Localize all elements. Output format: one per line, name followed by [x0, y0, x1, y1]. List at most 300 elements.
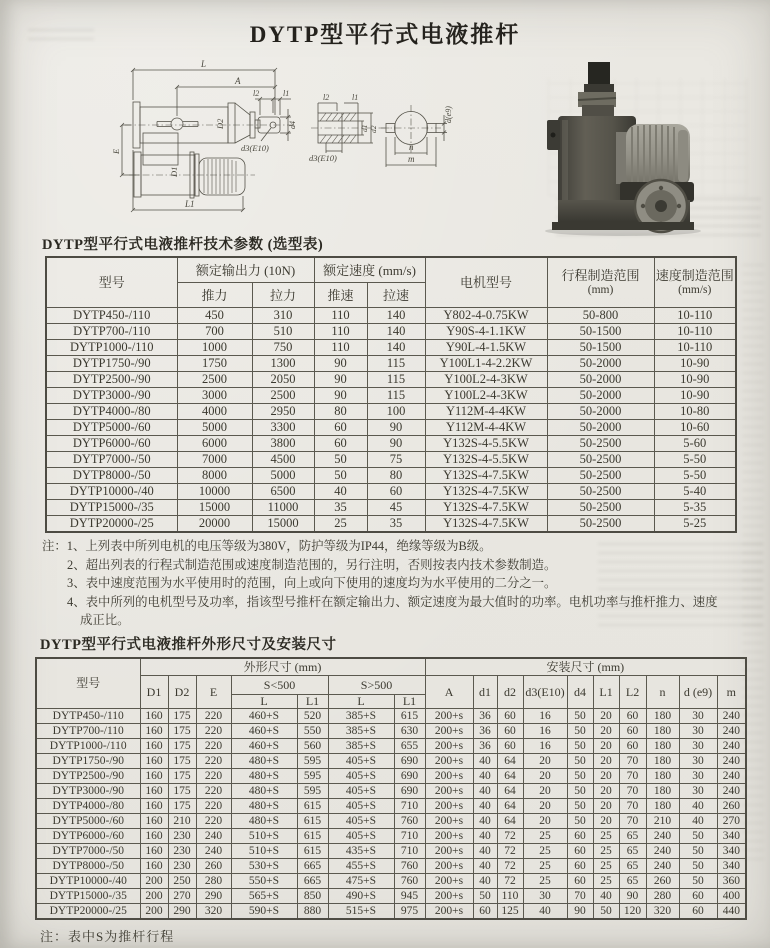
value-cell: Y112M-4-4KW	[425, 420, 547, 436]
value-cell: 2500	[252, 388, 314, 404]
value-cell: 40	[679, 799, 717, 814]
value-cell: 240	[646, 844, 679, 859]
value-cell: 35	[367, 516, 425, 533]
value-cell: 40	[473, 874, 497, 889]
table-row	[46, 500, 736, 516]
value-cell: 200+s	[425, 874, 473, 889]
value-cell: 20	[523, 784, 567, 799]
value-cell: 690	[394, 769, 425, 784]
col-header-de9: d (e9)	[679, 676, 717, 709]
value-cell: 175	[168, 739, 196, 754]
value-cell: 115	[367, 388, 425, 404]
value-cell: 175	[168, 754, 196, 769]
value-cell: 20	[523, 814, 567, 829]
table-row	[36, 739, 746, 754]
dim-label-n: n	[409, 142, 414, 152]
value-cell: 35	[314, 500, 367, 516]
model-cell: DYTP450-/110	[46, 308, 177, 324]
value-cell: 25	[523, 844, 567, 859]
value-cell: 20	[593, 754, 619, 769]
value-cell: 50-2500	[547, 452, 654, 468]
model-cell: DYTP4000-/80	[36, 799, 140, 814]
value-cell: 50	[567, 799, 593, 814]
value-cell: 50	[567, 724, 593, 739]
value-cell: 405+S	[328, 829, 394, 844]
value-cell: 210	[168, 814, 196, 829]
sec-label-d2: d2	[369, 125, 378, 133]
value-cell: 40	[593, 889, 619, 904]
value-cell: 25	[593, 844, 619, 859]
value-cell: 20	[593, 784, 619, 799]
value-cell: 710	[394, 844, 425, 859]
value-cell: 40	[473, 799, 497, 814]
value-cell: 250	[168, 874, 196, 889]
value-cell: 220	[196, 709, 231, 724]
value-cell: 60	[567, 874, 593, 889]
value-cell: 595	[297, 754, 328, 769]
value-cell: 70	[567, 889, 593, 904]
value-cell: 280	[196, 874, 231, 889]
value-cell: 520	[297, 709, 328, 724]
value-cell: 400	[717, 889, 746, 904]
value-cell: 70	[619, 784, 646, 799]
value-cell: 70	[619, 754, 646, 769]
dim-label-d4: d4	[288, 121, 297, 129]
value-cell: 25	[593, 859, 619, 874]
value-cell: 200+s	[425, 904, 473, 920]
table-row	[36, 904, 746, 920]
col-header-L1-lt: L1	[297, 695, 328, 709]
model-cell: DYTP3000-/90	[36, 784, 140, 799]
value-cell: 160	[140, 844, 168, 859]
table-row	[46, 324, 736, 340]
value-cell: 230	[168, 859, 196, 874]
value-cell: 690	[394, 784, 425, 799]
dim-label-L: L	[201, 59, 207, 69]
value-cell: 200	[140, 904, 168, 920]
col-header-L-gt: L	[328, 695, 394, 709]
value-cell: 160	[140, 814, 168, 829]
value-cell: 595	[297, 769, 328, 784]
value-cell: Y100L2-4-3KW	[425, 372, 547, 388]
value-cell: 90	[367, 420, 425, 436]
value-cell: 615	[297, 844, 328, 859]
value-cell: 460+S	[231, 709, 297, 724]
value-cell: 280	[646, 889, 679, 904]
col-header-L1-gt: L1	[394, 695, 425, 709]
model-cell: DYTP2500-/90	[36, 769, 140, 784]
value-cell: 210	[646, 814, 679, 829]
value-cell: 340	[717, 829, 746, 844]
value-cell: 5-35	[654, 500, 736, 516]
value-cell: 260	[196, 859, 231, 874]
value-cell: 50	[679, 844, 717, 859]
speed-range-unit: (mm/s)	[678, 283, 712, 296]
value-cell: 45	[367, 500, 425, 516]
value-cell: 220	[196, 739, 231, 754]
value-cell: 110	[314, 340, 367, 356]
value-cell: 7000	[177, 452, 252, 468]
value-cell: 64	[497, 769, 523, 784]
value-cell: 50-2000	[547, 356, 654, 372]
value-cell: 30	[523, 889, 567, 904]
table-row	[36, 754, 746, 769]
value-cell: 710	[394, 829, 425, 844]
value-cell: 50-2000	[547, 372, 654, 388]
value-cell: 50	[314, 452, 367, 468]
value-cell: 140	[367, 308, 425, 324]
value-cell: 25	[523, 829, 567, 844]
value-cell: 515+S	[328, 904, 394, 920]
value-cell: 10-110	[654, 324, 736, 340]
value-cell: 405+S	[328, 814, 394, 829]
table1-title: DYTP型平行式电液推杆技术参数 (选型表)	[42, 237, 324, 253]
value-cell: 100	[367, 404, 425, 420]
value-cell: 220	[196, 784, 231, 799]
value-cell: 25	[523, 874, 567, 889]
value-cell: 945	[394, 889, 425, 904]
value-cell: 975	[394, 904, 425, 920]
value-cell: 480+S	[231, 814, 297, 829]
col-header-rated-force: 额定输出力 (10N)	[177, 257, 314, 283]
value-cell: 180	[646, 739, 679, 754]
value-cell: 64	[497, 814, 523, 829]
col-header-L2: L2	[619, 676, 646, 709]
value-cell: 50	[679, 874, 717, 889]
value-cell: 665	[297, 874, 328, 889]
value-cell: 475+S	[328, 874, 394, 889]
value-cell: 5-60	[654, 436, 736, 452]
model-cell: DYTP5000-/60	[46, 420, 177, 436]
value-cell: Y132S-4-7.5KW	[425, 468, 547, 484]
model-cell: DYTP1750-/90	[46, 356, 177, 372]
model-cell: DYTP4000-/80	[46, 404, 177, 420]
value-cell: 1750	[177, 356, 252, 372]
value-cell: 200+s	[425, 799, 473, 814]
value-cell: 10-90	[654, 372, 736, 388]
value-cell: 200+s	[425, 739, 473, 754]
value-cell: 50	[567, 784, 593, 799]
value-cell: 340	[717, 859, 746, 874]
table2-title: DYTP型平行式电液推杆外形尺寸及安装尺寸	[40, 637, 337, 653]
value-cell: 50-1500	[547, 340, 654, 356]
value-cell: 490+S	[328, 889, 394, 904]
value-cell: 65	[619, 829, 646, 844]
value-cell: 30	[679, 709, 717, 724]
value-cell: 175	[168, 784, 196, 799]
value-cell: 16	[523, 739, 567, 754]
value-cell: 3800	[252, 436, 314, 452]
value-cell: 50	[567, 739, 593, 754]
value-cell: 405+S	[328, 799, 394, 814]
value-cell: 480+S	[231, 754, 297, 769]
sec-label-d3e10: d3(E10)	[309, 153, 337, 163]
value-cell: 11000	[252, 500, 314, 516]
model-cell: DYTP15000-/35	[36, 889, 140, 904]
value-cell: 72	[497, 859, 523, 874]
model-cell: DYTP3000-/90	[46, 388, 177, 404]
value-cell: 850	[297, 889, 328, 904]
value-cell: 20	[593, 769, 619, 784]
value-cell: 16	[523, 709, 567, 724]
value-cell: 180	[646, 799, 679, 814]
value-cell: 60	[567, 844, 593, 859]
value-cell: 15000	[252, 516, 314, 533]
value-cell: 40	[473, 754, 497, 769]
value-cell: 565+S	[231, 889, 297, 904]
value-cell: 480+S	[231, 769, 297, 784]
table-row	[46, 404, 736, 420]
value-cell: 320	[196, 904, 231, 920]
value-cell: 160	[140, 859, 168, 874]
value-cell: 60	[473, 904, 497, 920]
table-row	[36, 784, 746, 799]
model-cell: DYTP700-/110	[46, 324, 177, 340]
value-cell: 440	[717, 904, 746, 920]
value-cell: 50	[567, 769, 593, 784]
value-cell: 50	[567, 709, 593, 724]
model-cell: DYTP20000-/25	[36, 904, 140, 920]
value-cell: 40	[473, 784, 497, 799]
model-cell: DYTP8000-/50	[46, 468, 177, 484]
col-header-D2: D2	[168, 676, 196, 709]
note-item: 注：1、上列表中所列电机的电压等级为380V，防护等级为IP44，绝缘等级为B级。	[42, 539, 492, 553]
value-cell: 160	[140, 829, 168, 844]
value-cell: 60	[567, 859, 593, 874]
value-cell: 90	[314, 356, 367, 372]
value-cell: 50	[314, 468, 367, 484]
value-cell: 480+S	[231, 784, 297, 799]
value-cell: 6500	[252, 484, 314, 500]
value-cell: 20000	[177, 516, 252, 533]
value-cell: 70	[619, 769, 646, 784]
value-cell: 125	[497, 904, 523, 920]
note-item: 3、表中速度范围为水平使用时的范围，向上或向下使用的速度均为水平使用的二分之一。	[67, 576, 557, 591]
value-cell: 240	[646, 829, 679, 844]
value-cell: 240	[717, 724, 746, 739]
value-cell: 1000	[177, 340, 252, 356]
value-cell: 340	[717, 844, 746, 859]
col-header-speed-range	[654, 257, 736, 308]
value-cell: 8000	[177, 468, 252, 484]
value-cell: 20	[593, 799, 619, 814]
value-cell: 60	[619, 709, 646, 724]
value-cell: 90	[619, 889, 646, 904]
value-cell: 160	[140, 739, 168, 754]
value-cell: 50-2500	[547, 436, 654, 452]
col-header-A: A	[425, 676, 473, 709]
value-cell: 115	[367, 356, 425, 372]
value-cell: 760	[394, 874, 425, 889]
value-cell: 20	[523, 799, 567, 814]
value-cell: 200+s	[425, 754, 473, 769]
value-cell: 550+S	[231, 874, 297, 889]
value-cell: 240	[646, 859, 679, 874]
value-cell: 180	[646, 754, 679, 769]
col-header-push-speed: 推速	[314, 283, 367, 308]
value-cell: 20	[593, 724, 619, 739]
stroke-range-label: 行程制造范围	[561, 267, 640, 283]
value-cell: 450	[177, 308, 252, 324]
value-cell: 50-800	[547, 308, 654, 324]
value-cell: 30	[679, 784, 717, 799]
model-cell: DYTP7000-/50	[46, 452, 177, 468]
value-cell: 550	[297, 724, 328, 739]
value-cell: 310	[252, 308, 314, 324]
value-cell: 50-2500	[547, 468, 654, 484]
dim-label-D1: D1	[169, 166, 179, 177]
value-cell: 30	[679, 724, 717, 739]
value-cell: 64	[497, 784, 523, 799]
model-cell: DYTP5000-/60	[36, 814, 140, 829]
value-cell: Y132S-4-5.5KW	[425, 452, 547, 468]
value-cell: Y802-4-0.75KW	[425, 308, 547, 324]
value-cell: 385+S	[328, 739, 394, 754]
value-cell: 4000	[177, 404, 252, 420]
dim-label-D2: D2	[215, 118, 225, 129]
value-cell: 65	[619, 844, 646, 859]
value-cell: 200+s	[425, 784, 473, 799]
value-cell: 880	[297, 904, 328, 920]
value-cell: 75	[367, 452, 425, 468]
value-cell: 385+S	[328, 709, 394, 724]
page-title: DYTP型平行式电液推杆	[249, 22, 521, 47]
table-row	[46, 356, 736, 372]
value-cell: 175	[168, 769, 196, 784]
value-cell: 160	[140, 709, 168, 724]
value-cell: 405+S	[328, 784, 394, 799]
value-cell: 140	[367, 340, 425, 356]
value-cell: 3000	[177, 388, 252, 404]
table-row	[36, 844, 746, 859]
value-cell: 2050	[252, 372, 314, 388]
value-cell: 200+s	[425, 859, 473, 874]
value-cell: 510	[252, 324, 314, 340]
value-cell: 10-80	[654, 404, 736, 420]
value-cell: 20	[593, 709, 619, 724]
value-cell: 200	[140, 889, 168, 904]
value-cell: 530+S	[231, 859, 297, 874]
value-cell: 40	[473, 844, 497, 859]
col-header-L1: L1	[593, 676, 619, 709]
speed-range-label: 速度制造范围	[655, 267, 734, 283]
col-header-model: 型号	[46, 257, 177, 308]
value-cell: 160	[140, 754, 168, 769]
value-cell: 615	[394, 709, 425, 724]
col-header-m: m	[717, 676, 746, 709]
col-header-d1: d1	[473, 676, 497, 709]
dim-label-de9: d(e9)	[444, 106, 453, 123]
value-cell: 60	[497, 724, 523, 739]
value-cell: 180	[646, 784, 679, 799]
value-cell: 180	[646, 769, 679, 784]
col-header-L-lt: L	[231, 695, 297, 709]
value-cell: 760	[394, 859, 425, 874]
value-cell: 220	[196, 814, 231, 829]
value-cell: 20	[593, 739, 619, 754]
value-cell: 5-40	[654, 484, 736, 500]
col-header-n: n	[646, 676, 679, 709]
col-header-motor: 电机型号	[425, 257, 547, 308]
product-photo	[528, 56, 726, 236]
value-cell: 64	[497, 754, 523, 769]
value-cell: 200+s	[425, 814, 473, 829]
value-cell: 590+S	[231, 904, 297, 920]
value-cell: 50-2000	[547, 420, 654, 436]
dim-label-l1: l1	[283, 89, 290, 98]
value-cell: 200+s	[425, 889, 473, 904]
value-cell: 180	[646, 709, 679, 724]
value-cell: 270	[717, 814, 746, 829]
value-cell: 20	[523, 754, 567, 769]
col-header-stroke-range	[547, 257, 654, 308]
value-cell: 5-25	[654, 516, 736, 533]
model-cell: DYTP1000-/110	[46, 340, 177, 356]
value-cell: 72	[497, 874, 523, 889]
value-cell: 230	[168, 829, 196, 844]
value-cell: 480+S	[231, 799, 297, 814]
model-cell: DYTP2500-/90	[46, 372, 177, 388]
parameters-table	[45, 256, 737, 533]
value-cell: 220	[196, 724, 231, 739]
value-cell: 2500	[177, 372, 252, 388]
model-cell: DYTP1750-/90	[36, 754, 140, 769]
value-cell: 5000	[252, 468, 314, 484]
value-cell: 50-2500	[547, 484, 654, 500]
dim-label-A: A	[235, 76, 241, 86]
value-cell: 80	[367, 468, 425, 484]
value-cell: 630	[394, 724, 425, 739]
value-cell: 50	[679, 859, 717, 874]
col-header-E: E	[196, 676, 231, 709]
model-cell: DYTP1000-/110	[36, 739, 140, 754]
value-cell: 200	[140, 874, 168, 889]
value-cell: 50-1500	[547, 324, 654, 340]
value-cell: 70	[619, 799, 646, 814]
value-cell: 30	[679, 754, 717, 769]
value-cell: 10-60	[654, 420, 736, 436]
value-cell: 5-50	[654, 452, 736, 468]
value-cell: 220	[196, 769, 231, 784]
dim-label-l2: l2	[253, 89, 260, 98]
value-cell: 60	[314, 420, 367, 436]
value-cell: 50	[567, 754, 593, 769]
value-cell: 175	[168, 709, 196, 724]
value-cell: 60	[619, 739, 646, 754]
value-cell: 160	[140, 784, 168, 799]
value-cell: 50-2500	[547, 500, 654, 516]
table-row	[36, 799, 746, 814]
value-cell: 560	[297, 739, 328, 754]
value-cell: 60	[314, 436, 367, 452]
value-cell: 405+S	[328, 769, 394, 784]
col-header-pull-force: 拉力	[252, 283, 314, 308]
value-cell: 25	[593, 829, 619, 844]
table-row	[36, 724, 746, 739]
value-cell: 60	[567, 829, 593, 844]
table-row	[46, 516, 736, 533]
col-header-model: 型号	[36, 658, 140, 709]
table-row	[36, 889, 746, 904]
value-cell: 40	[314, 484, 367, 500]
value-cell: 65	[619, 874, 646, 889]
dimensions-table	[35, 657, 747, 920]
col-header-push-force: 推力	[177, 283, 252, 308]
value-cell: 10-110	[654, 308, 736, 324]
value-cell: 40	[473, 859, 497, 874]
dim-label-E: E	[111, 148, 121, 154]
value-cell: Y90L-4-1.5KW	[425, 340, 547, 356]
